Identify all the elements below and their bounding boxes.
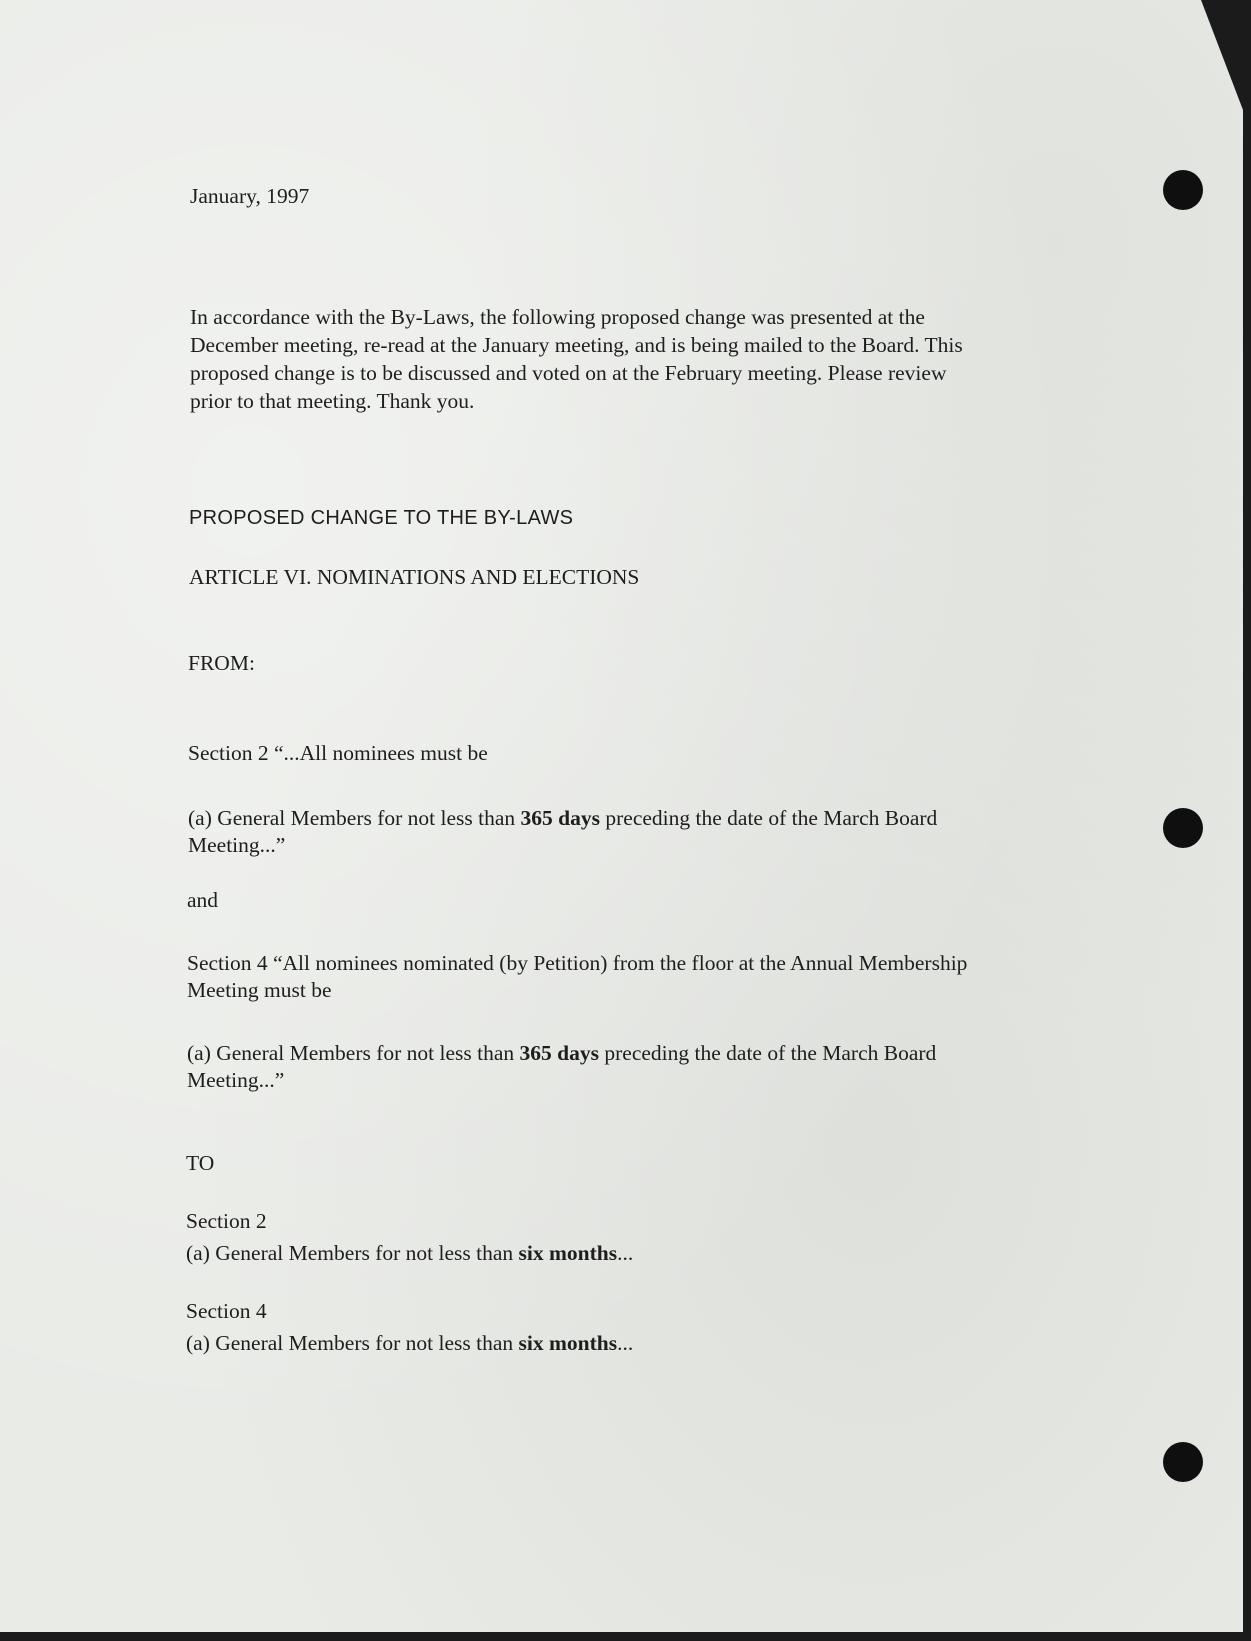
to-section-2-title: Section 2 bbox=[186, 1209, 267, 1233]
to-section-2-clause-a: (a) General Members for not less than six months... bbox=[186, 1241, 634, 1265]
intro-line-2: December meeting, re-read at the January meeting, and is being mailed to the Board. This bbox=[190, 333, 963, 357]
to-section-4-title: Section 4 bbox=[186, 1299, 267, 1323]
to-section-4-clause-a: (a) General Members for not less than six months... bbox=[186, 1331, 634, 1355]
article-title: ARTICLE VI. NOMINATIONS AND ELECTIONS bbox=[189, 565, 640, 589]
letter-date: January, 1997 bbox=[190, 184, 310, 208]
from-section-4-intro: Section 4 “All nominees nominated (by Petition) from the floor at the Annual Membership bbox=[187, 951, 968, 975]
from-label: FROM: bbox=[188, 651, 255, 675]
proposal-heading: PROPOSED CHANGE TO THE BY-LAWS bbox=[189, 507, 574, 529]
from-section-4-intro-cont: Meeting must be bbox=[187, 978, 332, 1002]
folded-corner bbox=[1201, 0, 1243, 110]
from-section-2-clause-a-cont: Meeting...” bbox=[188, 833, 286, 857]
intro-line-3: proposed change is to be discussed and voted on at the February meeting. Please review bbox=[190, 361, 947, 385]
punch-hole-middle bbox=[1163, 808, 1203, 848]
from-section-2-intro: Section 2 “...All nominees must be bbox=[188, 741, 488, 765]
punch-hole-bottom bbox=[1163, 1442, 1203, 1482]
punch-hole-top bbox=[1163, 170, 1203, 210]
from-section-2-clause-a: (a) General Members for not less than 365 days preceding the date of the March Board bbox=[188, 806, 938, 830]
intro-line-4: prior to that meeting. Thank you. bbox=[190, 389, 475, 413]
to-label: TO bbox=[186, 1151, 215, 1175]
intro-line-1: In accordance with the By-Laws, the following proposed change was presented at the bbox=[190, 305, 925, 329]
and-connector: and bbox=[187, 888, 219, 912]
from-section-4-clause-a-cont: Meeting...” bbox=[187, 1068, 285, 1092]
from-section-4-clause-a: (a) General Members for not less than 365 days preceding the date of the March Board bbox=[187, 1041, 937, 1065]
